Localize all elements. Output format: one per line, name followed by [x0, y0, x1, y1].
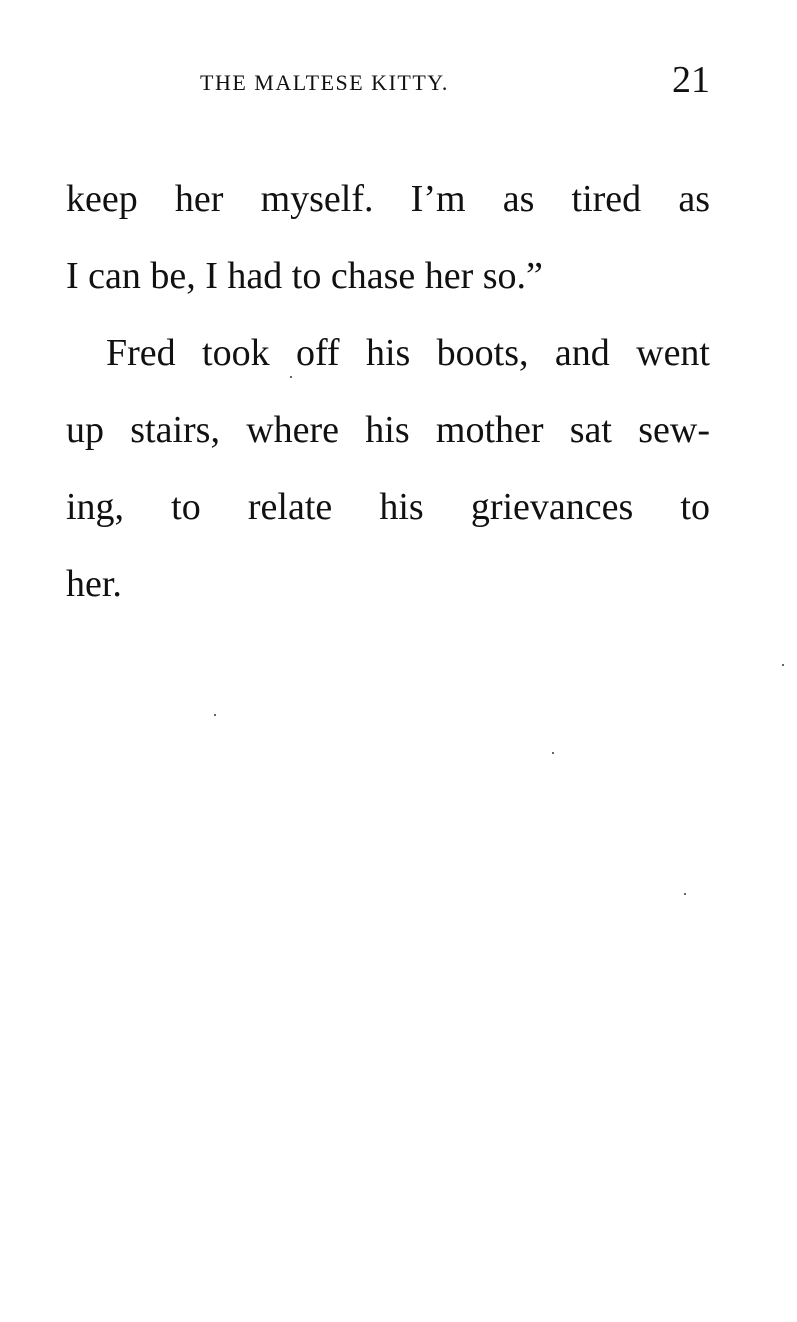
text-line: her.: [66, 563, 122, 605]
paragraph-first-line: Fred took off his boots, and went: [106, 332, 710, 374]
print-speck: [214, 714, 216, 716]
body-text: [66, 170, 710, 632]
page-number: 21: [672, 59, 710, 101]
print-speck: [290, 376, 292, 378]
print-speck: [782, 664, 784, 666]
print-speck: [552, 752, 554, 754]
print-speck: [684, 893, 686, 895]
running-head: [66, 60, 710, 100]
text-line: keep her myself. I’m as tired as: [66, 178, 710, 220]
running-title: THE MALTESE KITTY.: [200, 70, 449, 95]
text-line: up stairs, where his mother sat sew-: [66, 409, 710, 451]
text-line: ing, to relate his grievances to: [66, 486, 710, 528]
text-line: I can be, I had to chase her so.”: [66, 255, 543, 297]
